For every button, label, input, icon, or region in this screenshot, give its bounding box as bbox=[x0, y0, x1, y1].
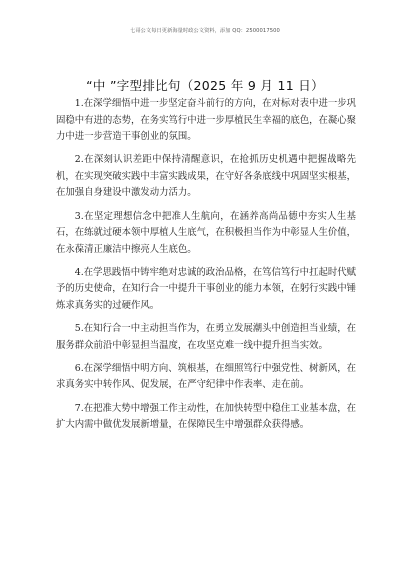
item-list bbox=[56, 96, 356, 440]
list-item: 7.在把准大势中增强工作主动性，在加快转型中稳住工业基本盘，在扩大内需中做优发展新增量，在保障民生中增强群众获得感。 bbox=[56, 402, 356, 431]
list-item: 1.在深学细悟中进一步坚定奋斗前行的方向，在对标对表中进一步巩固稳中有进的态势，在务实笃行中进一步厚植民生幸福的底色，在凝心聚力中进一步营造干事创业的氛围。 bbox=[56, 98, 357, 143]
header-note: 七哥公文每日更新海量时政公文资料，添加 QQ：2500017500 bbox=[130, 28, 280, 34]
page-title: “中 ”字型排比句（2025 年 9 月 11 日） bbox=[86, 78, 324, 93]
list-item: 4.在学思践悟中铸牢绝对忠诚的政治品格，在笃信笃行中扛起时代赋予的历史使命，在知行合一中提升干事创业的能力本领，在躬行实践中锤炼求真务实的过硬作风。 bbox=[56, 266, 357, 312]
list-item: 5.在知行合一中主动担当作为，在勇立发展潮头中创造担当业绩，在服务群众前沿中彰显担当温度，在攻坚克难一线中提升担当实效。 bbox=[56, 323, 356, 351]
list-item: 3.在坚定理想信念中把准人生航向，在涵养高尚品德中夯实人生基石，在练就过硬本领中厚植人生底气，在积极担当作为中彰显人生价值，在永葆清正廉洁中擦亮人生底色。 bbox=[56, 210, 357, 255]
list-item: 6.在深学细悟中明方向、筑根基，在细照笃行中强党性、树新风，在求真务实中转作风、促发展，在严守纪律中作表率、走在前。 bbox=[56, 362, 356, 391]
list-item: 2.在深刻认识差距中保持清醒意识，在抢抓历史机遇中把握战略先机，在实现突破实践中丰富实践成果，在守好各条底线中巩固坚实根基，在加强自身建设中激发动力活力。 bbox=[56, 154, 357, 199]
